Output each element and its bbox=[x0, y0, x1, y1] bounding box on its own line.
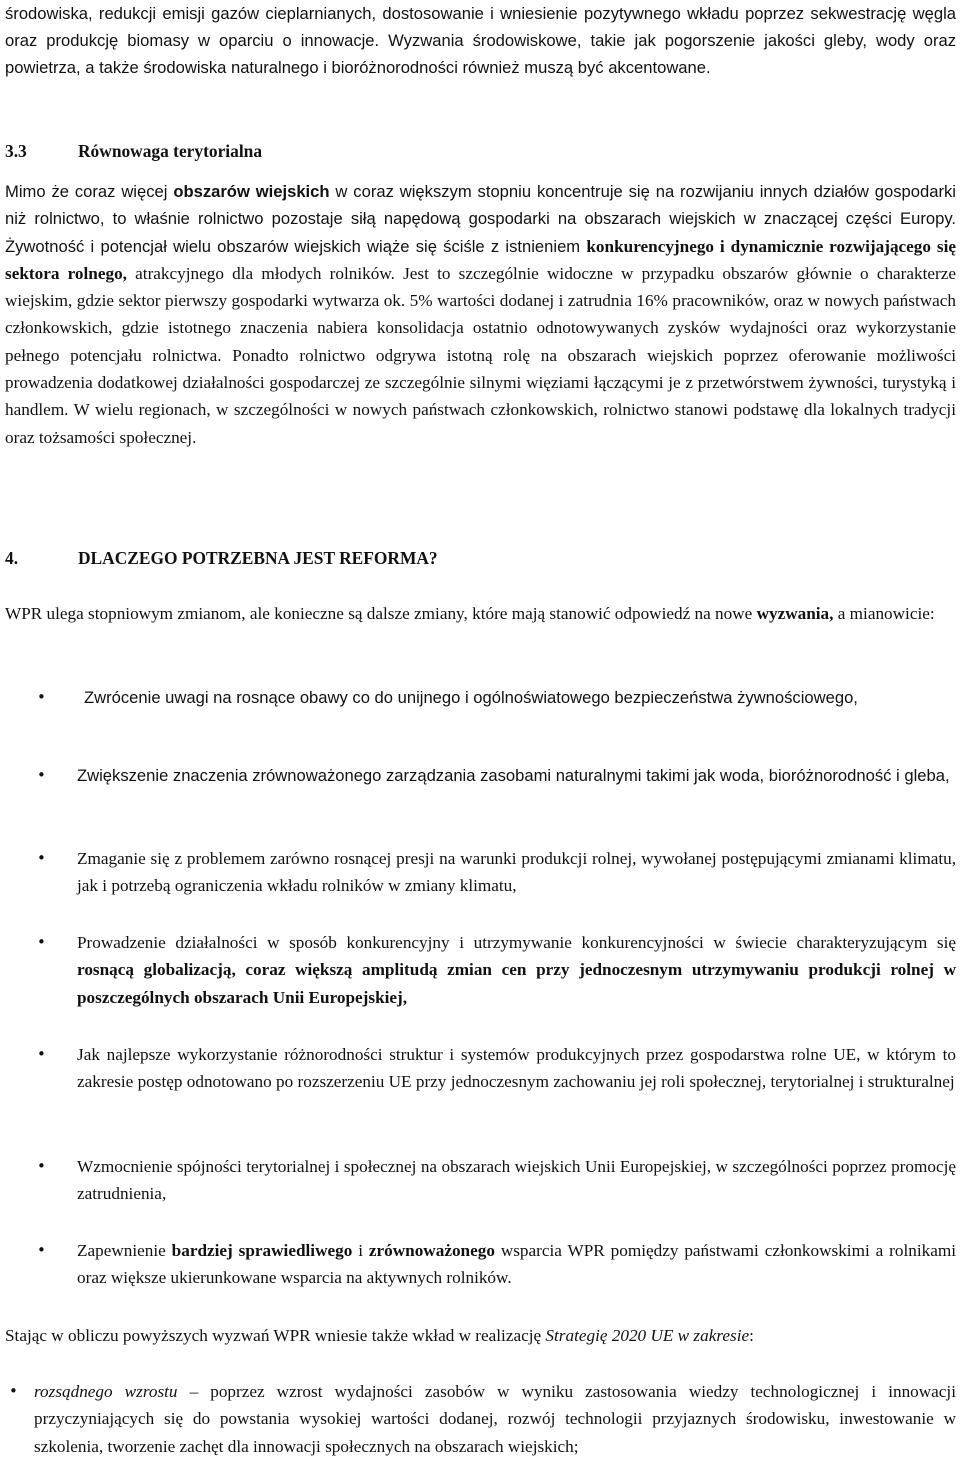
section-title: Równowaga terytorialna bbox=[78, 141, 263, 161]
paragraph-text: w coraz większym stopniu koncentruje się na rozwijaniu innych działów gospodarki niż rolnictwo, to właśnie rolnictwo pozostaje siłą napędową gospodarki na obszarach wiejskich w znaczącej części Europy. bbox=[5, 182, 956, 229]
section-title: DLACZEGO POTRZEBNA JEST REFORMA? bbox=[78, 548, 438, 568]
section-3-3-paragraph bbox=[5, 178, 956, 451]
list-item bbox=[5, 1153, 956, 1208]
list-item-text-part: Prowadzenie działalności w sposób konkurencyjny i utrzymywanie konkurencyjności w świecie charakteryzującym się bbox=[77, 933, 956, 952]
list-item-text: Wzmocnienie spójności terytorialnej i społecznej na obszarach wiejskich Unii Europejskiej, w szczególności poprzez promocję zatrudnienia, bbox=[77, 1157, 956, 1204]
list-item-text bbox=[34, 1378, 956, 1460]
bullet-icon: • bbox=[9, 1382, 18, 1400]
list-item bbox=[5, 762, 956, 789]
list-item bbox=[5, 929, 956, 1011]
paragraph-text: Żywotność i potencjał wielu obszarów wiejskich wiąże się ściśle z istnieniem bbox=[5, 236, 587, 256]
paragraph-text: Mimo że coraz więcej bbox=[5, 182, 174, 201]
list-item-text-part: wsparcia WPR pomiędzy państwami członkowskimi a rolnikami oraz większe ukierunkowane wsparcia na aktywnych rolników. bbox=[77, 1241, 956, 1288]
bullet-icon: • bbox=[37, 1157, 46, 1175]
list-item-text-part: – poprzez wzrost wydajności zasobów w wyniku zastosowania wiedzy technologicznej i innowacji przyczyniających się do powstania wysokiej wartości dodanej, rozwój technologii przyjaznych środowisku, inwestowanie w szkolenia, tworzenie zachęt dla innowacji społecznych na obszarach wiejskich; bbox=[34, 1382, 956, 1456]
list-item-bold: zrównoważonego bbox=[368, 1241, 495, 1260]
bullet-icon: • bbox=[37, 1045, 46, 1063]
bullet-icon: • bbox=[37, 849, 46, 867]
list-item bbox=[5, 1378, 956, 1460]
list-item-text bbox=[77, 1237, 956, 1292]
closing-italic: Strategię 2020 UE w zakresie bbox=[545, 1326, 750, 1345]
list-item-text: Zwiększenie znaczenia zrównoważonego zarządzania zasobami naturalnymi takimi jak woda, bioróżnorodność i gleba, bbox=[77, 766, 950, 785]
closing-paragraph bbox=[5, 1322, 956, 1349]
list-item bbox=[5, 1237, 956, 1292]
closing-text: : bbox=[749, 1326, 754, 1345]
lead-bold: wyzwania, bbox=[756, 604, 834, 623]
list-item-bold: bardziej sprawiedliwego bbox=[171, 1241, 353, 1260]
paragraph-bold: obszarów wiejskich bbox=[173, 182, 330, 201]
closing-text: Stając w obliczu powyższych wyzwań WPR wniesie także wkład w realizację bbox=[5, 1326, 546, 1345]
list-item-bold: rosnącą globalizacją, coraz większą amplitudą zmian cen przy jednoczesnym utrzymywaniu produkcji rolnej w poszczególnych obszarach Unii Europejskiej, bbox=[77, 960, 956, 1007]
list-item bbox=[5, 845, 956, 900]
paragraph-bold: konkurencyjnego i dynamicznie rozwijającego się sektora rolnego, bbox=[5, 236, 956, 283]
lead-text: WPR ulega stopniowym zmianom, ale konieczne są dalsze zmiany, które mają stanowić odpowiedź na nowe bbox=[5, 604, 757, 623]
paragraph-text: atrakcyjnego dla młodych rolników. Jest to szczególnie widoczne w przypadku obszarów głównie o charakterze wiejskim, gdzie sektor pierwszy gospodarki wytwarza ok. 5% wartości dodanej i zatrudnia 16% pracowników, oraz w nowych państwach członkowskich, gdzie istotnego znaczenia nabiera konsolidacja ostatnio odnotowywanych zysków wydajności oraz wykorzystanie pełnego potencjału rolnictwa. Ponadto rolnictwo odgrywa istotną rolę na obszarach wiejskich poprzez oferowanie możliwości prowadzenia dodatkowej działalności gospodarczej ze szczególnie silnymi więziami łączącymi je z przetwórstwem żywności, turystyką i handlem. W wielu regionach, w szczególności w nowych państwach członkowskich, rolnictwo stanowi podstawę dla lokalnych tradycji oraz tożsamości społecznej. bbox=[5, 263, 957, 447]
list-item bbox=[5, 684, 956, 711]
bullet-icon: • bbox=[37, 933, 46, 951]
bullet-icon: • bbox=[37, 1241, 46, 1259]
intro-paragraph bbox=[5, 0, 956, 81]
section-4-lead bbox=[5, 600, 956, 627]
intro-text: środowiska, redukcji emisji gazów cieplarnianych, dostosowanie i wniesienie pozytywnego wkładu poprzez sekwestrację węgla oraz produkcję biomasy w oparciu o innowacje. Wyzwania środowiskowe, takie jak pogorszenie jakości gleby, wody oraz powietrza, a także środowiska naturalnego i bioróżnorodności również muszą być akcentowane. bbox=[5, 4, 956, 77]
list-item-text: Zmaganie się z problemem zarówno rosnącej presji na warunki produkcji rolnej, wywołanej postępującymi zmianami klimatu, jak i potrzebą ograniczenia wkładu rolników w zmiany klimatu, bbox=[77, 849, 956, 896]
section-4-heading bbox=[5, 548, 438, 569]
list-item-text: Zwrócenie uwagi na rosnące obawy co do unijnego i ogólnoświatowego bezpieczeństwa żywnościowego, bbox=[84, 688, 858, 707]
bullet-icon: • bbox=[37, 766, 46, 784]
list-item-text: Jak najlepsze wykorzystanie różnorodności struktur i systemów produkcyjnych przez gospodarstwa rolne UE, w którym to zakresie postęp odnotowano po rozszerzeniu UE przy jednoczesnym zachowaniu jej roli społecznej, terytorialnej i strukturalnej bbox=[77, 1045, 956, 1092]
list-item bbox=[5, 1041, 956, 1096]
section-number: 3.3 bbox=[5, 141, 27, 161]
section-3-3-heading bbox=[5, 141, 262, 162]
lead-text: a mianowicie: bbox=[833, 604, 935, 623]
bullet-icon: • bbox=[37, 688, 46, 706]
list-item-text-part: Zapewnienie bbox=[77, 1241, 172, 1260]
section-number: 4. bbox=[5, 548, 19, 568]
list-item-text-part: i bbox=[352, 1241, 369, 1260]
list-item-text bbox=[77, 929, 956, 1011]
list-item-italic: rozsądnego wzrostu bbox=[34, 1382, 178, 1401]
